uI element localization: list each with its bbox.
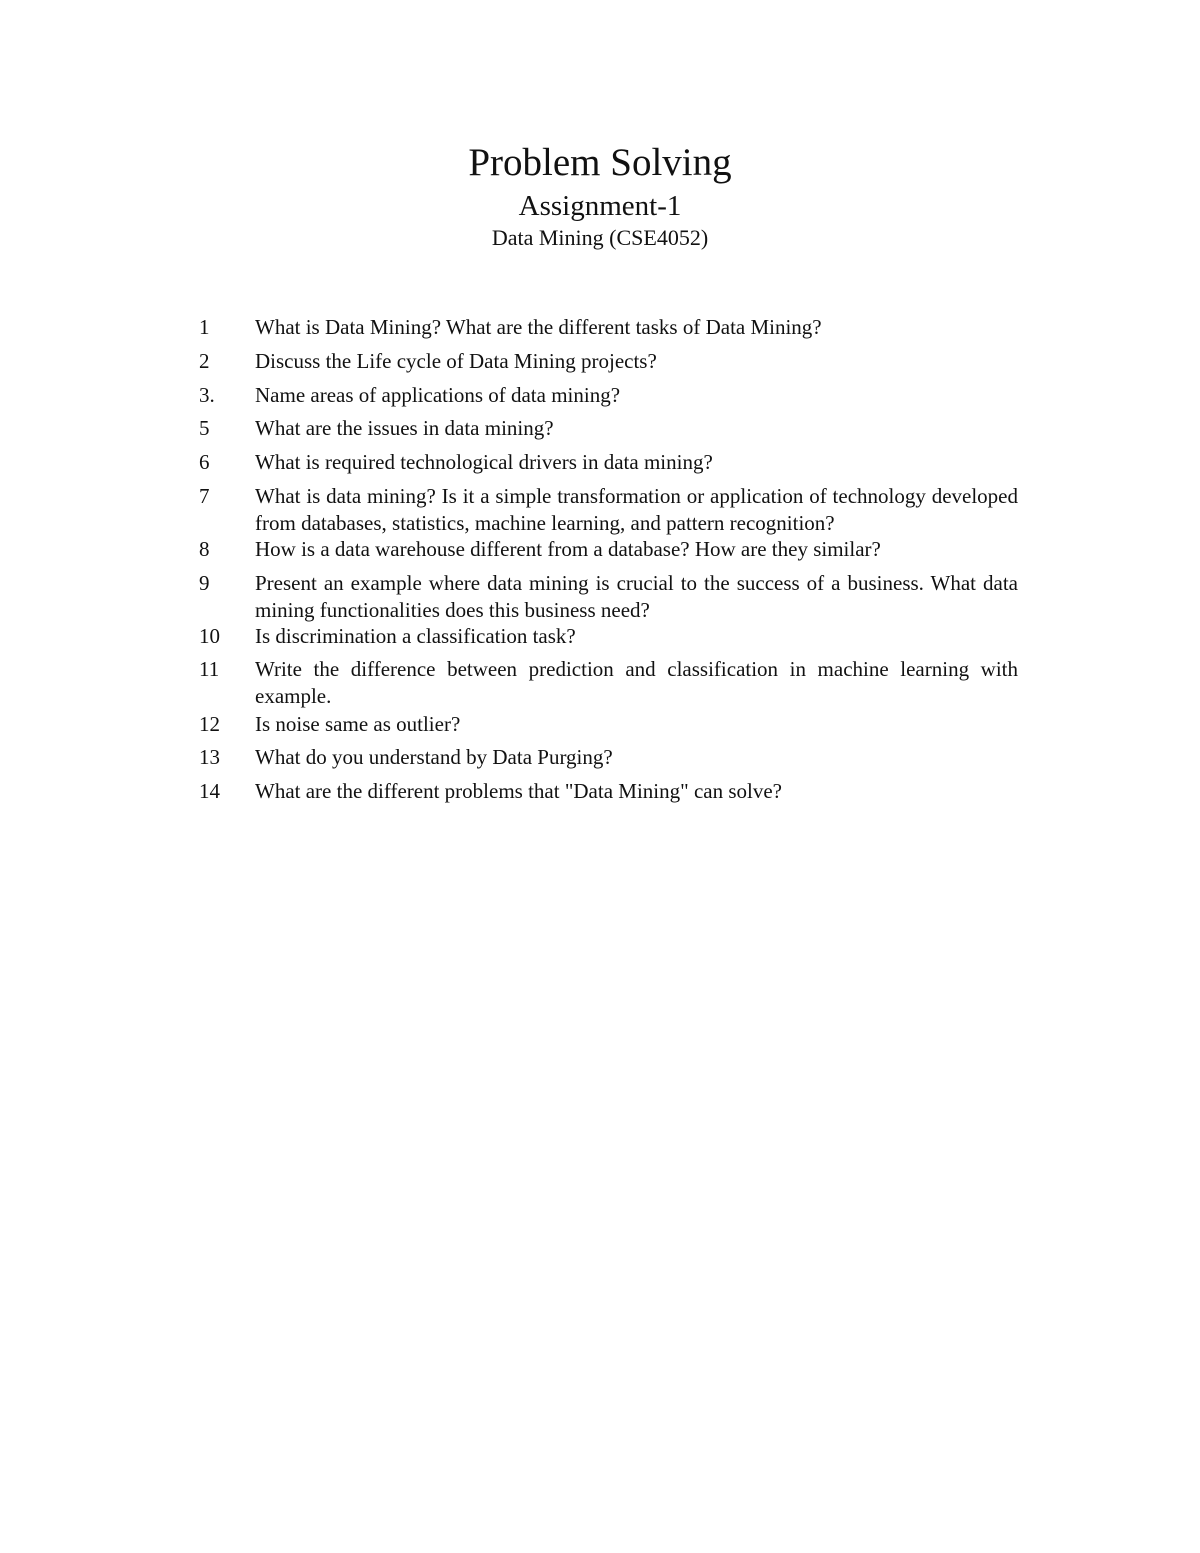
question-number: 10	[199, 624, 220, 648]
question-number: 11	[199, 657, 220, 681]
question-number: 3.	[199, 383, 215, 407]
question-number: 12	[199, 712, 220, 736]
question-text: How is a data warehouse different from a database? How are they similar?	[255, 537, 881, 561]
question-text: Discuss the Life cycle of Data Mining projects?	[255, 349, 657, 373]
question-text: Name areas of applications of data mining?	[255, 383, 621, 407]
question-number: 5	[199, 416, 210, 440]
question-text: Write the difference between prediction and classification in machine learning with example.	[255, 657, 1018, 708]
question-number: 1	[199, 315, 210, 339]
question-text: Present an example where data mining is crucial to the success of a business. What data mining functionalities does this business need?	[255, 571, 1018, 622]
question-text: What is Data Mining? What are the different tasks of Data Mining?	[255, 315, 822, 339]
question-number: 2	[199, 349, 210, 373]
question-text: What is data mining? Is it a simple transformation or application of technology developed from databases, statistics, machine learning, and pattern recognition?	[255, 484, 1018, 535]
question-number: 13	[199, 745, 220, 769]
question-text: Is discrimination a classification task?	[255, 624, 576, 648]
question-text: What do you understand by Data Purging?	[255, 745, 613, 769]
question-number: 6	[199, 450, 210, 474]
question-text: What are the issues in data mining?	[255, 416, 554, 440]
assignment-subtitle: Assignment-1	[518, 190, 682, 222]
document-title: Problem Solving	[468, 141, 732, 184]
question-number: 14	[199, 779, 220, 803]
question-number: 9	[199, 571, 210, 595]
question-text: What is required technological drivers in data mining?	[255, 450, 713, 474]
question-number: 8	[199, 537, 210, 561]
question-number: 7	[199, 484, 210, 508]
question-text: What are the different problems that "Data Mining" can solve?	[255, 779, 782, 803]
question-text: Is noise same as outlier?	[255, 712, 461, 736]
course-name: Data Mining (CSE4052)	[491, 225, 709, 250]
